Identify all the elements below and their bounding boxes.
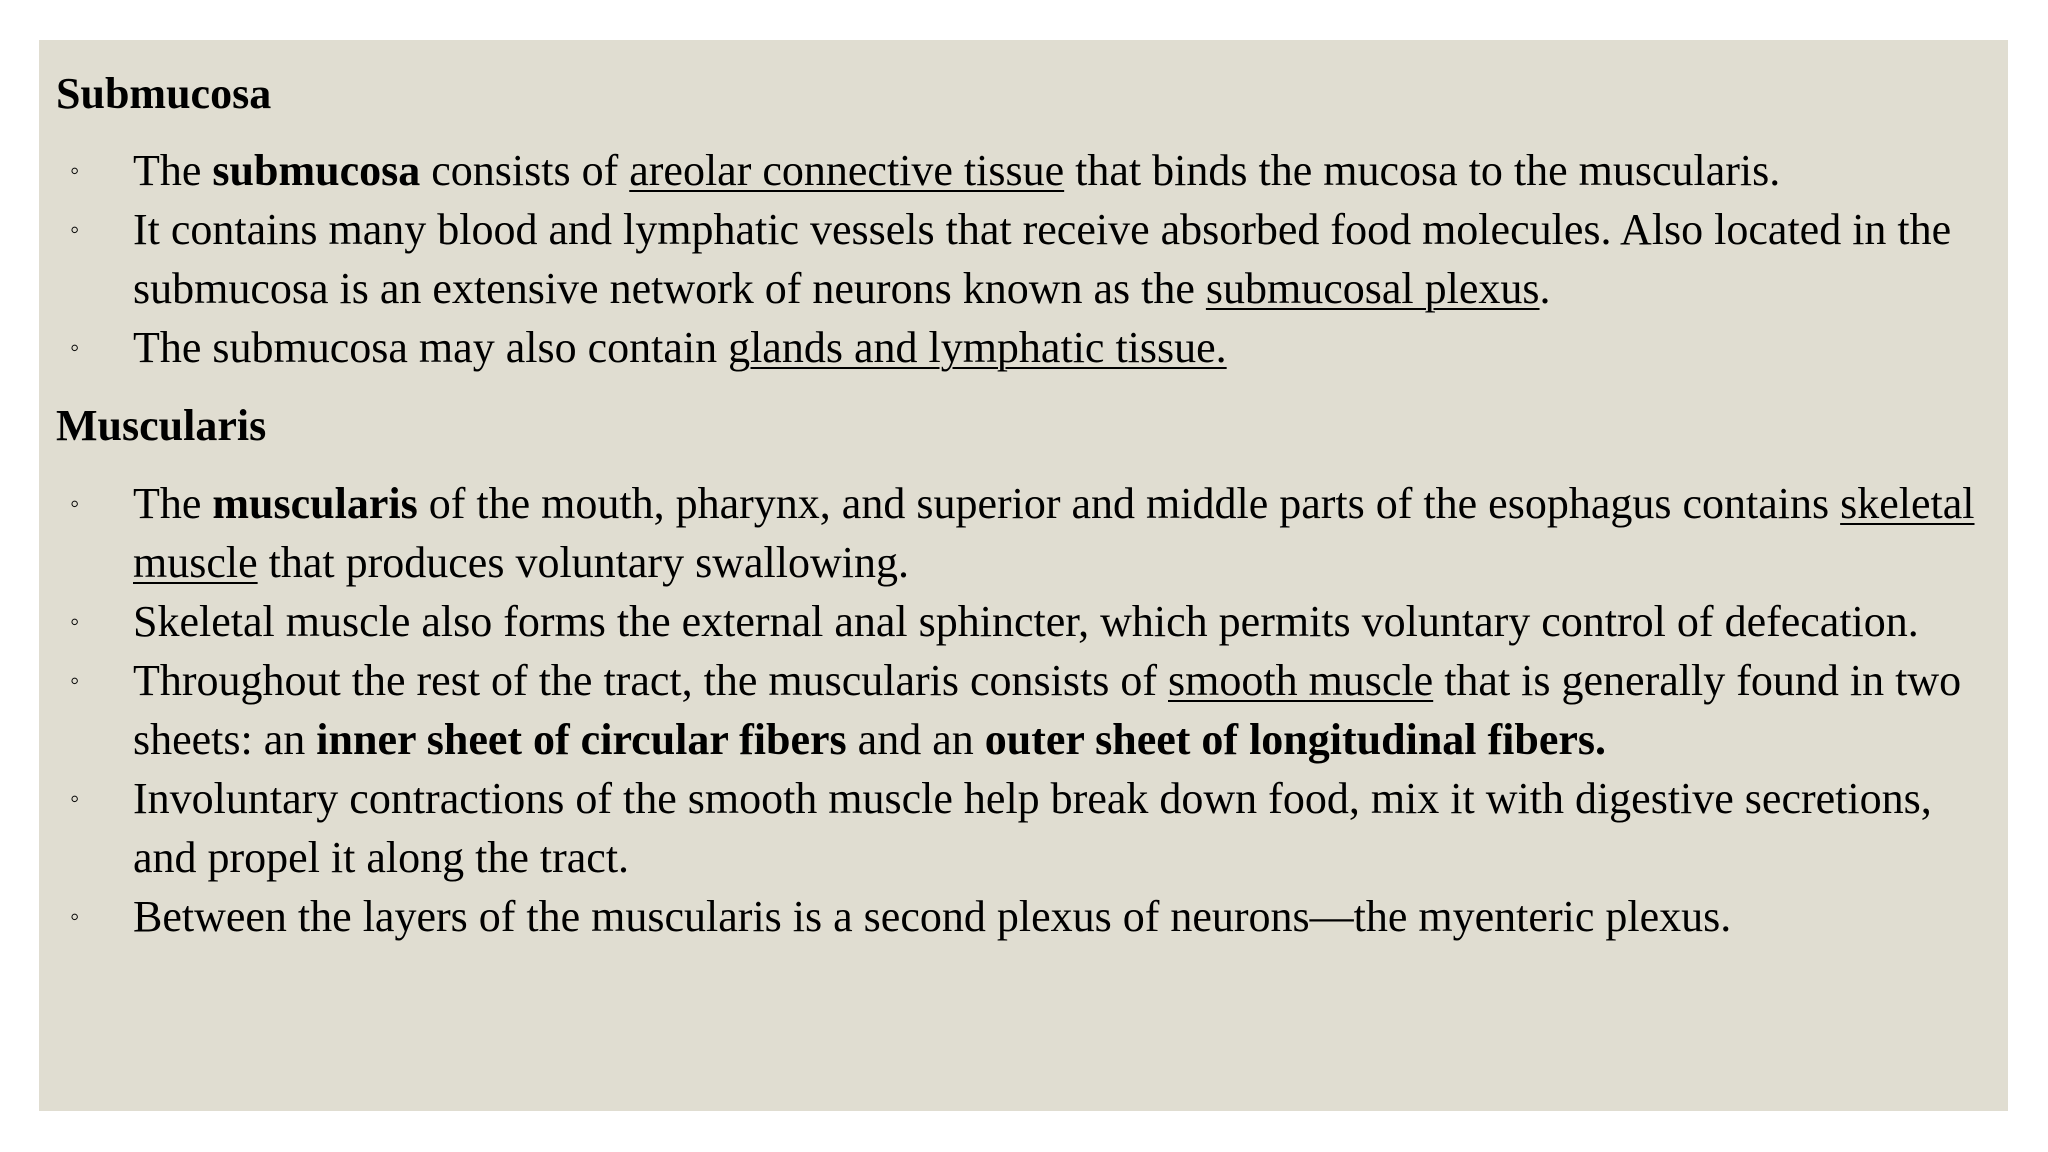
bullet-icon: ◦ [70,902,80,931]
list-item [39,887,1995,946]
underlined-term: areolar connective tissue [629,146,1065,195]
bold-term: inner sheet of circular fibers [316,715,847,764]
list-item [39,769,1995,887]
bullet-icon: ◦ [70,156,80,185]
text: consists of [420,146,630,195]
text: . [1539,264,1551,313]
text: The [133,479,213,528]
heading-submucosa: Submucosa [56,69,272,118]
underlined-term: glands and lymphatic tissue. [728,323,1227,372]
underlined-term: smooth muscle [1168,656,1434,705]
heading-muscularis: Muscularis [56,401,267,450]
list-item [39,200,1995,318]
list-item [39,141,1995,200]
bold-term: submucosa [212,146,421,195]
text: that binds the mucosa to the muscularis. [1064,146,1781,195]
list-item [39,651,1995,769]
list-item [39,318,1995,377]
text: It contains many blood and lymphatic vessels that receive absorbed food molecules. Also located in the submucosa is an extensive network of neurons known as the [133,205,1952,313]
text: and an [846,715,985,764]
text: of the mouth, pharynx, and superior and middle parts of the esophagus contains [417,479,1841,528]
text: The [133,146,213,195]
bullet-icon: ◦ [70,666,80,695]
bullet-icon: ◦ [70,489,80,518]
bullet-icon: ◦ [70,784,80,813]
bullet-icon: ◦ [70,333,80,362]
list-item [39,474,1995,592]
underlined-term: skeletal muscle [133,479,1975,587]
text: Throughout the rest of the tract, the muscularis consists of [133,656,1168,705]
underlined-term: submucosal plexus [1205,264,1540,313]
text: Skeletal muscle also forms the external anal sphincter, which permits voluntary control of defecation. [133,597,1919,646]
text: Involuntary contractions of the smooth muscle help break down food, mix it with digestive secretions, and propel it along the tract. [133,774,1932,882]
text: The submucosa may also contain [133,323,729,372]
bullet-icon: ◦ [70,215,80,244]
submucosa-list [39,141,2008,377]
text: Between the layers of the muscularis is a second plexus of neurons—the myenteric plexus. [133,892,1732,941]
list-item [39,592,1995,651]
text: that is generally found in two sheets: an [133,656,1962,764]
bold-term: muscularis [212,479,418,528]
bold-term: outer sheet of longitudinal fibers. [984,715,1607,764]
text: that produces voluntary swallowing. [257,538,909,587]
bullet-icon: ◦ [70,607,80,636]
slide [39,40,2008,1111]
muscularis-list [39,474,2008,946]
